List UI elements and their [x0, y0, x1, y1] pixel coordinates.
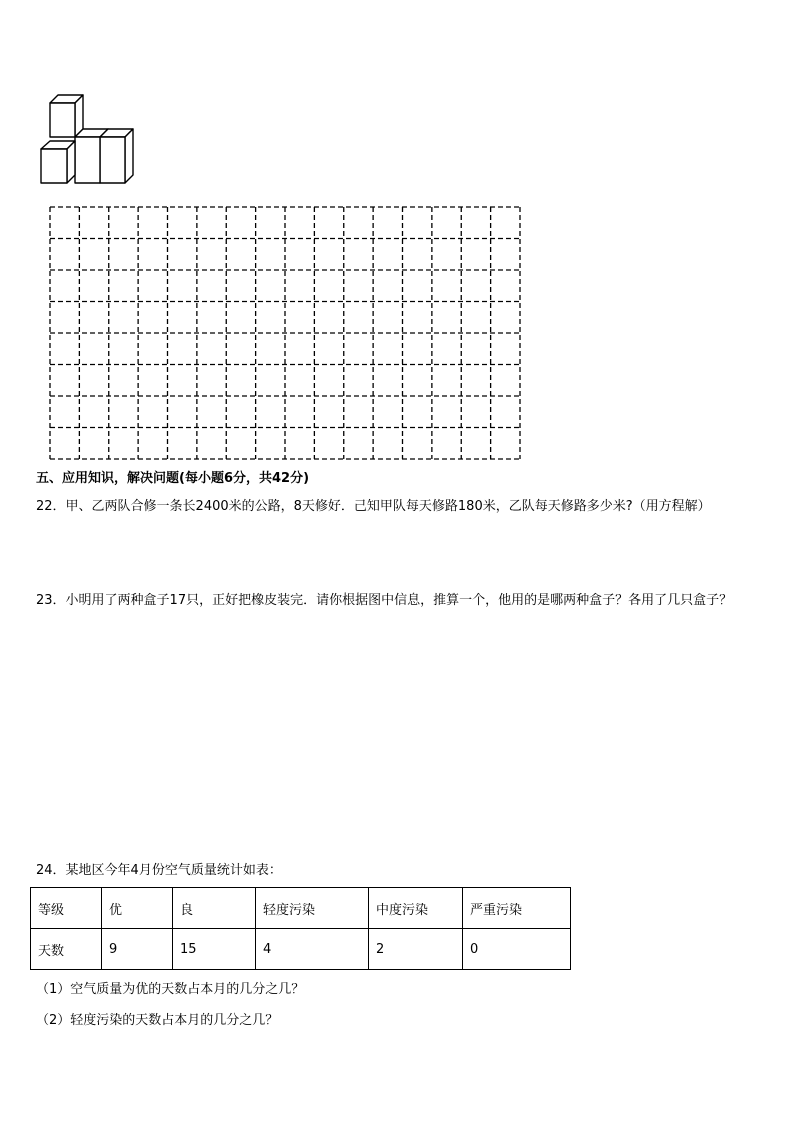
question-24-intro: 24．某地区今年4月份空气质量统计如表：: [36, 863, 282, 878]
table-header-cell: 等级: [31, 888, 102, 929]
table-row: [31, 929, 571, 970]
dashed-grid: [49, 206, 521, 460]
table-cell: 优: [102, 888, 173, 929]
table-cell: 严重污染: [463, 888, 571, 929]
table-row: [31, 888, 571, 929]
table-cell: 中度污染: [369, 888, 463, 929]
table-cell: 15: [173, 929, 256, 970]
table-cell: 良: [173, 888, 256, 929]
table-cell: 2: [369, 929, 463, 970]
question-23: 23．小明用了两种盒子17只，正好把橡皮装完．请你根据图中信息，推算一个，他用的是哪两种盒子？各用了几只盒子？: [36, 593, 733, 608]
table-header-cell: 天数: [31, 929, 102, 970]
question-24-sub-2: （2）轻度污染的天数占本月的几分之几？: [36, 1013, 279, 1028]
stacked-cubes-figure: [38, 92, 138, 188]
table-cell: 0: [463, 929, 571, 970]
question-24-sub-1: （1）空气质量为优的天数占本月的几分之几？: [36, 982, 305, 997]
table-cell: 9: [102, 929, 173, 970]
air-quality-table: [30, 887, 571, 970]
section-5-heading: 五、应用知识，解决问题(每小题6分，共42分): [36, 471, 310, 486]
table-cell: 轻度污染: [256, 888, 369, 929]
question-22: 22．甲、乙两队合修一条长2400米的公路，8天修好．己知甲队每天修路180米，乙队每天修路多少米?（用方程解）: [36, 499, 711, 514]
table-cell: 4: [256, 929, 369, 970]
